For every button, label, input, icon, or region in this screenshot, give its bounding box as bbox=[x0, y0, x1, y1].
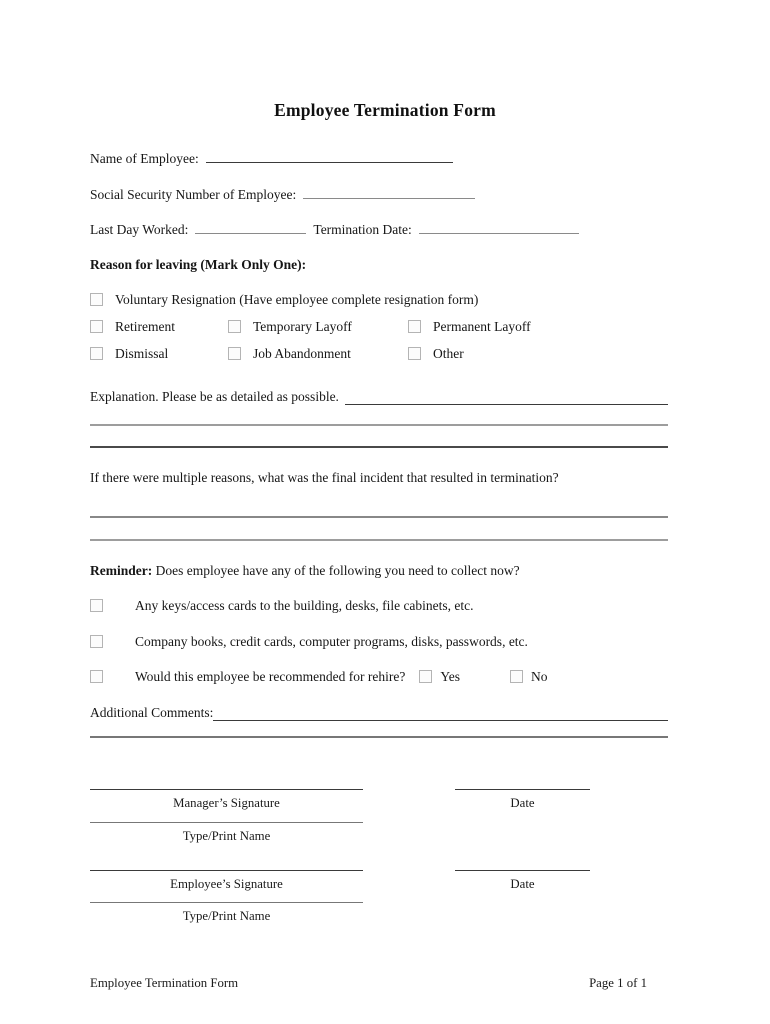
form-content bbox=[90, 0, 668, 1024]
checkbox-rehire-no[interactable] bbox=[510, 670, 523, 683]
checkbox-permanent-layoff[interactable] bbox=[408, 320, 421, 333]
reminder-item-label: Company books, credit cards, computer programs, disks, passwords, etc. bbox=[135, 634, 528, 649]
manager-date-line[interactable] bbox=[455, 789, 590, 790]
last-day-input-line[interactable] bbox=[195, 220, 306, 234]
ssn-field-row bbox=[90, 185, 475, 203]
explanation-input-line[interactable] bbox=[345, 391, 668, 405]
checkbox-dismissal[interactable] bbox=[90, 347, 103, 360]
checkbox-voluntary-resignation[interactable] bbox=[90, 293, 103, 306]
additional-comments-line-2[interactable] bbox=[90, 736, 668, 738]
reminder-heading bbox=[90, 562, 520, 579]
reminder-heading-rest: Does employee have any of the following you need to collect now? bbox=[152, 563, 520, 578]
reason-option-label: Other bbox=[433, 346, 464, 361]
name-label: Name of Employee: bbox=[90, 151, 199, 166]
checkbox-rehire-yes[interactable] bbox=[419, 670, 432, 683]
explanation-line-2[interactable] bbox=[90, 424, 668, 426]
name-input-line[interactable] bbox=[206, 149, 453, 163]
additional-comments-label: Additional Comments: bbox=[90, 705, 214, 720]
additional-comments-row bbox=[90, 704, 668, 721]
rehire-question-label: Would this employee be recommended for rehire? bbox=[135, 669, 406, 684]
reason-option-voluntary bbox=[90, 291, 478, 308]
checkbox-temporary-layoff[interactable] bbox=[228, 320, 241, 333]
reason-option-label: Job Abandonment bbox=[253, 346, 351, 361]
reason-option-label: Temporary Layoff bbox=[253, 319, 352, 334]
name-field-row bbox=[90, 149, 453, 167]
employee-signature-label: Employee’s Signature bbox=[170, 877, 283, 891]
reason-option-label: Retirement bbox=[115, 319, 175, 334]
footer-page-number: Page 1 of 1 bbox=[589, 976, 647, 990]
ssn-label: Social Security Number of Employee: bbox=[90, 187, 297, 202]
employee-signature-line[interactable] bbox=[90, 870, 363, 871]
checkbox-collect-company-property[interactable] bbox=[90, 635, 103, 648]
additional-comments-input-line[interactable] bbox=[213, 707, 668, 721]
reason-option-label: Dismissal bbox=[115, 346, 169, 361]
manager-signature-label: Manager’s Signature bbox=[173, 796, 280, 810]
employee-date-line[interactable] bbox=[455, 870, 590, 871]
checkbox-job-abandonment[interactable] bbox=[228, 347, 241, 360]
reason-option-label: Voluntary Resignation (Have employee complete resignation form) bbox=[115, 292, 479, 307]
footer-document-name: Employee Termination Form bbox=[90, 976, 239, 990]
reminder-item-keys bbox=[90, 597, 474, 614]
checkbox-retirement[interactable] bbox=[90, 320, 103, 333]
reason-option-dismissal bbox=[90, 345, 168, 362]
reason-option-temporary-layoff bbox=[228, 318, 352, 335]
reminder-item-rehire bbox=[90, 668, 547, 685]
rehire-no-label: No bbox=[530, 669, 548, 684]
reminder-item-label: Any keys/access cards to the building, desks, file cabinets, etc. bbox=[135, 598, 474, 613]
reason-heading: Reason for leaving (Mark Only One): bbox=[90, 257, 307, 272]
employee-print-name-line[interactable] bbox=[90, 902, 363, 903]
explanation-label: Explanation. Please be as detailed as possible. bbox=[90, 389, 339, 404]
manager-print-name-label: Type/Print Name bbox=[182, 829, 271, 843]
reason-option-job-abandonment bbox=[228, 345, 351, 362]
last-day-label: Last Day Worked: bbox=[90, 222, 189, 237]
employee-print-name-label: Type/Print Name bbox=[182, 909, 271, 923]
explanation-line-3[interactable] bbox=[90, 446, 668, 448]
reason-option-other bbox=[408, 345, 464, 362]
manager-signature-line[interactable] bbox=[90, 789, 363, 790]
employee-date-label: Date bbox=[510, 877, 535, 891]
reason-option-label: Permanent Layoff bbox=[433, 319, 531, 334]
incident-line-1[interactable] bbox=[90, 516, 668, 518]
reminder-item-company-property bbox=[90, 633, 528, 650]
checkbox-rehire[interactable] bbox=[90, 670, 103, 683]
page-footer bbox=[90, 976, 668, 991]
manager-print-name-line[interactable] bbox=[90, 822, 363, 823]
reminder-heading-bold: Reminder: bbox=[90, 563, 153, 578]
reason-option-retirement bbox=[90, 318, 175, 335]
explanation-row bbox=[90, 388, 668, 405]
termination-date-label: Termination Date: bbox=[313, 222, 412, 237]
incident-line-2[interactable] bbox=[90, 539, 668, 541]
termination-date-input-line[interactable] bbox=[419, 220, 579, 234]
rehire-yes-label: Yes bbox=[440, 669, 460, 684]
checkbox-other[interactable] bbox=[408, 347, 421, 360]
incident-question: If there were multiple reasons, what was the final incident that resulted in termination? bbox=[90, 470, 559, 485]
form-title: Employee Termination Form bbox=[274, 100, 496, 120]
checkbox-collect-keys[interactable] bbox=[90, 599, 103, 612]
ssn-input-line[interactable] bbox=[303, 185, 475, 199]
manager-date-label: Date bbox=[510, 796, 535, 810]
reason-option-permanent-layoff bbox=[408, 318, 531, 335]
dates-field-row bbox=[90, 220, 579, 238]
